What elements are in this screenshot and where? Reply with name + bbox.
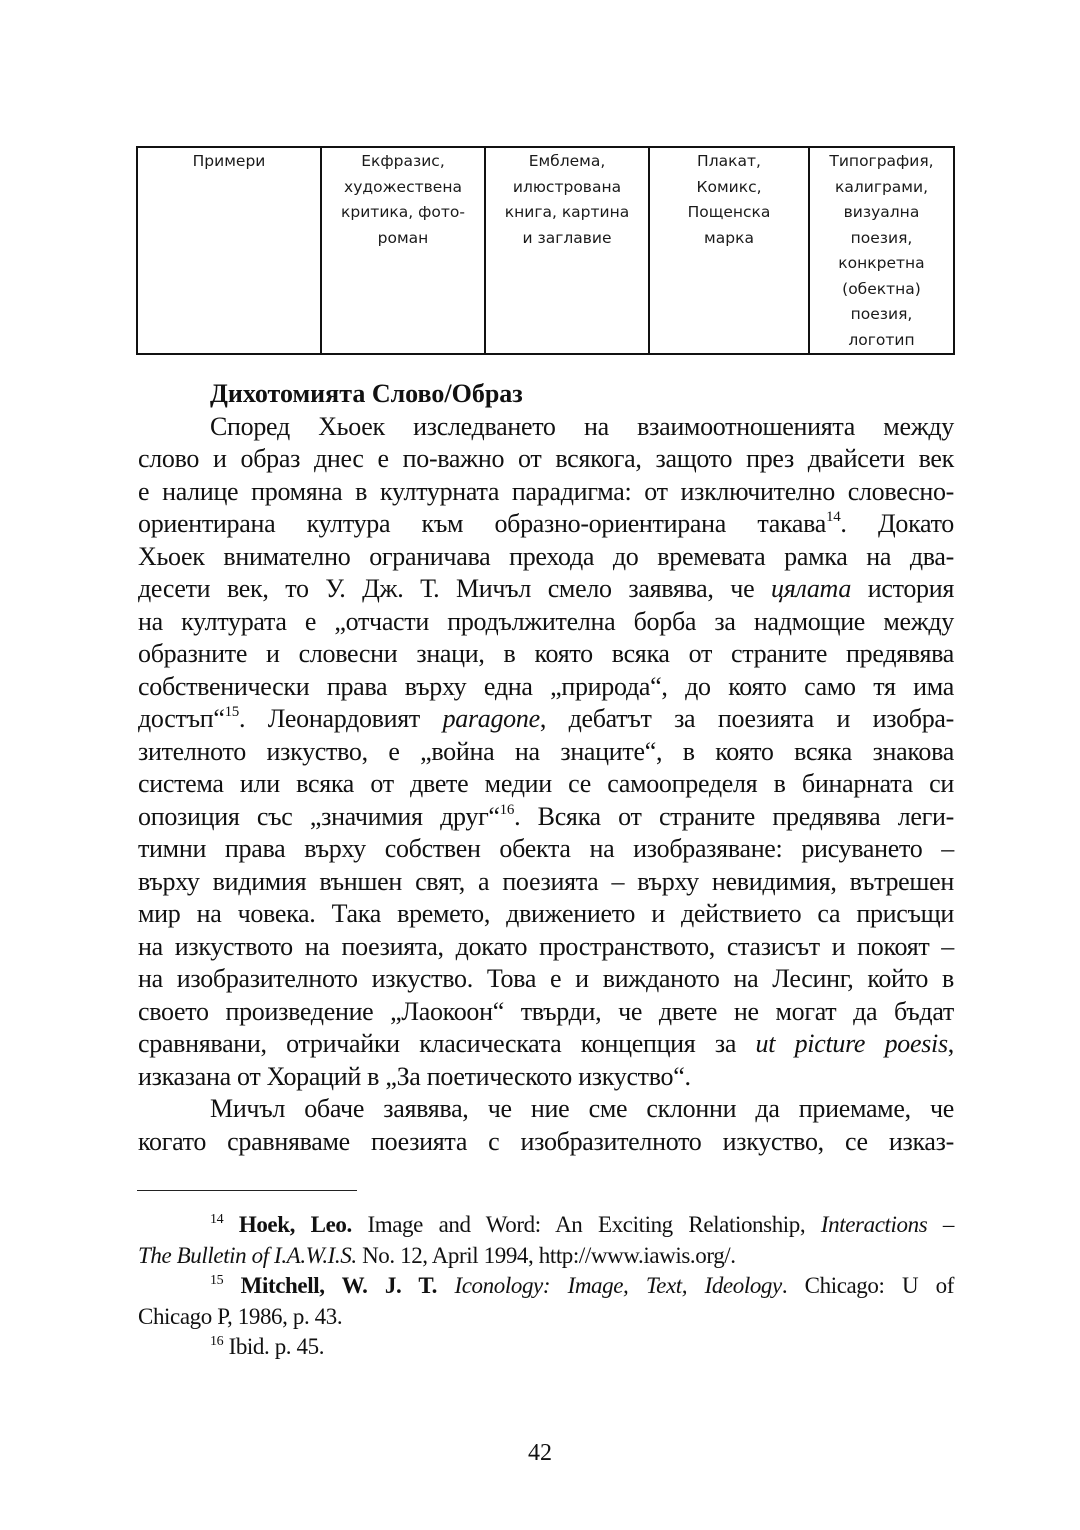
- body-text: [138, 378, 954, 1158]
- page-number: 42: [528, 1440, 552, 1466]
- cell-text: художествена: [344, 177, 462, 196]
- cell-text: калиграми,: [834, 177, 928, 196]
- text-line: $^{14}$ Hoek, Leo. Image and Word: An Exciting Relationship, Interactions –: [210, 1212, 954, 1237]
- text-line: мир на човека. Така времето, движението и действието са присъщи: [138, 899, 954, 928]
- footnote-14: [138, 1210, 954, 1271]
- footnote-16: [138, 1332, 954, 1363]
- cell-text: (обектна): [842, 279, 921, 298]
- text-line: когато сравняваме поезията с изобразителното изкуство, се изказ-: [138, 1126, 954, 1156]
- text-line: образните и словесни знаци, в която всяка от страните предявява: [138, 639, 954, 668]
- text-line: своето произведение „Лаокоон“ твърди, че двете не могат да бъдат: [138, 996, 954, 1026]
- table-cell-typography: [809, 147, 954, 354]
- text-line: Мичъл обаче заявява, че ние сме склонни да приемаме, че: [210, 1094, 954, 1123]
- footnote-15: [138, 1271, 954, 1332]
- cell-text: Емблема,: [528, 152, 606, 170]
- cell-text: Типография,: [829, 152, 934, 170]
- text-line: сравнявани, отричайки класическата концепция за ut picture poesis,: [138, 1029, 954, 1058]
- examples-table: [136, 146, 955, 355]
- text-line: Хьоек внимателно ограничава прехода до времевата рамка на два-: [138, 541, 954, 571]
- footnote-link[interactable]: No. 12, April 1994, http://www.iawis.org/.: [356, 1242, 736, 1268]
- text-line: система или всяка от двете медии се самоопределя в бинарната си: [138, 769, 954, 798]
- cell-text: Екфразис,: [361, 152, 445, 170]
- table-cell-poster: [649, 147, 809, 354]
- footnote-ref-14[interactable]: 14: [826, 509, 841, 525]
- text-line: Според Хьоек изследването на взаимоотношенията между: [210, 411, 954, 441]
- text-line: зителното изкуство, е „война на знаците“, в която всяка знакова: [138, 736, 954, 766]
- cell-text: визуална: [843, 203, 920, 221]
- footnote-author: Mitchell, W. J. T.: [240, 1273, 438, 1298]
- text-line: опозиция със „значимия друг“$^{16}$. Всяка от страните предявява леги-: [138, 801, 955, 831]
- text-line: на изкуството на поезията, докато пространството, стазисът и покоят –: [138, 931, 954, 961]
- text-line: The Bulletin of I.A.W.I.S. No. 12, April 1994, http://www.iawis.org/.: [138, 1242, 736, 1268]
- text-line: на културата е „отчасти продължителна борба за надмощие между: [138, 606, 954, 636]
- emphasis: цялата: [771, 574, 852, 603]
- paragraph-2: [138, 1093, 954, 1158]
- table-cell-emblem: [485, 147, 649, 354]
- cell-text: Комикс,: [696, 177, 762, 196]
- cell-text: логотип: [848, 330, 915, 349]
- section-heading: Дихотомията Слово/Образ: [210, 379, 523, 408]
- text-line: Chicago P, 1986, p. 43.: [138, 1303, 343, 1329]
- text-line: десети век, то У. Дж. Т. Мичъл смело заявява, че цялата история: [138, 574, 954, 603]
- cell-text: Пощенска: [687, 203, 771, 221]
- text-line: достъп“$^{15}$. Леонардовият paragone, дебатът за поезията и изобра-: [138, 704, 954, 733]
- footnote-ref-15[interactable]: 15: [224, 704, 239, 720]
- table-cell-ekphrasis: [321, 147, 485, 354]
- footnote-separator: [137, 1190, 357, 1191]
- text-line: $^{15}$ Mitchell, W. J. T. Iconology: Image, Text, Ideology. Chicago: U of: [210, 1273, 954, 1298]
- cell-text: марка: [704, 228, 754, 247]
- text-line: ориентирана култура към образно-ориентирана такава$^{14}$. Докато: [138, 509, 954, 538]
- text-line: слово и образ днес е по-важно от всякога, защото през двайсети век: [138, 444, 954, 473]
- cell-text: Плакат,: [697, 152, 761, 170]
- cell-text: поезия,: [850, 228, 913, 247]
- text-line: на изобразителното изкуство. Това е и вижданото на Лесинг, който в: [138, 964, 954, 993]
- cell-text: илюстрована: [512, 177, 622, 196]
- text-line: е налице промяна в културната парадигма: от изключително словесно-: [138, 476, 954, 506]
- emphasis: ut picture poesis: [755, 1029, 948, 1058]
- text-line: тимни права върху собствен обекта на изобразяване: рисуването –: [138, 834, 954, 863]
- cell-text: критика, фото-: [341, 203, 465, 221]
- paragraph-1: [138, 411, 954, 1094]
- footnote-author: Hoek, Leo.: [238, 1212, 352, 1237]
- text-line: върху видимия външен свят, а поезията – върху невидимия, вътрешен: [138, 866, 954, 896]
- emphasis: paragone: [442, 704, 540, 733]
- cell-text: и заглавие: [522, 228, 612, 247]
- footnotes: [138, 1210, 954, 1363]
- table-row-label: Примери: [137, 147, 321, 354]
- text-line: собственически права върху една „природа“, до която само тя има: [138, 671, 954, 701]
- footnote-ref-16[interactable]: 16: [499, 801, 515, 818]
- cell-text: поезия,: [850, 305, 913, 323]
- cell-text: конкретна: [838, 254, 925, 272]
- text-line: изказана от Хораций в „За поетическото изкуство“.: [138, 1061, 691, 1091]
- text-line: $^{16}$ Ibid. p. 45.: [210, 1334, 325, 1359]
- table-row: [137, 147, 954, 354]
- cell-text: роман: [377, 228, 429, 247]
- cell-text: книга, картина: [504, 203, 630, 221]
